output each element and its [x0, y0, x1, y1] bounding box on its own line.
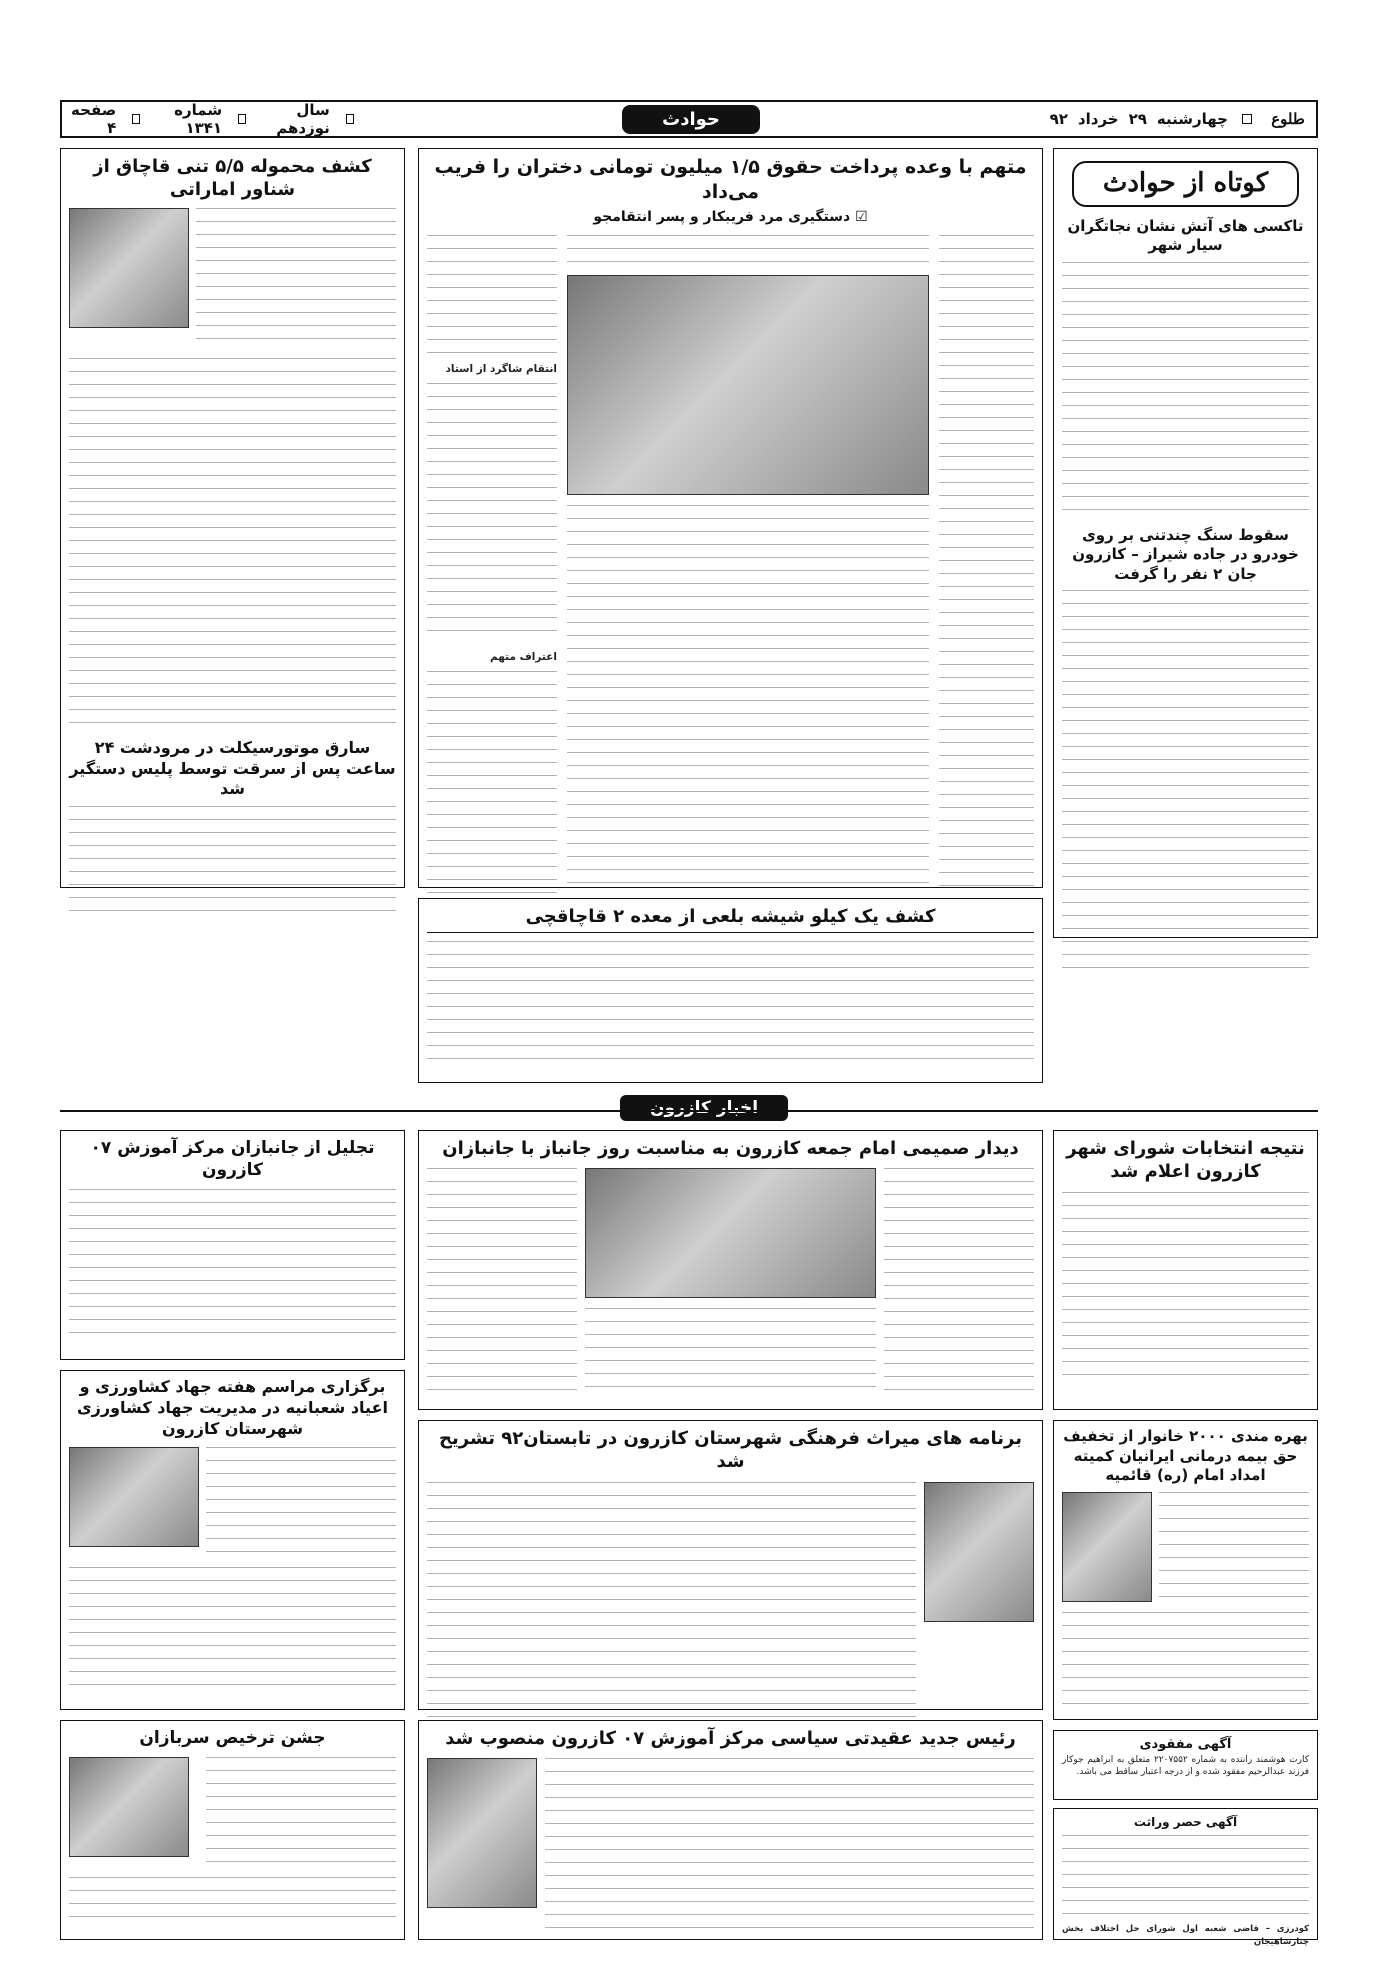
bullet-square-icon — [132, 114, 140, 124]
newspaper-logo: طلوع — [1271, 110, 1305, 128]
article-text — [545, 1758, 1034, 1928]
story-headline: کشف محموله ۵/۵ تنی قاچاق از شناور اماراتی — [93, 156, 372, 201]
main-story — [418, 148, 1043, 888]
story-headline: تاکسی های آتش نشان نجاتگران سیار شهر — [1067, 216, 1304, 255]
lost-ad — [1053, 1730, 1318, 1800]
inline-subhead: اعتراف متهم — [490, 650, 557, 663]
event-photo — [69, 1447, 199, 1547]
article-text — [69, 1189, 396, 1339]
article-text — [69, 358, 396, 728]
council-story — [1053, 1130, 1318, 1410]
article-text — [1062, 1612, 1309, 1712]
year: ۹۲ — [1049, 110, 1068, 128]
official-photo — [924, 1482, 1034, 1622]
story-headline: رئیس جدید عقیدتی سیاسی مرکز آموزش ۰۷ کازرون منصوب شد — [445, 1728, 1016, 1749]
official-photo — [1062, 1492, 1152, 1602]
article-text — [69, 806, 396, 916]
left-story — [60, 148, 405, 888]
article-text — [567, 235, 929, 269]
masthead — [60, 100, 1318, 138]
article-text — [427, 671, 557, 894]
article-text — [1159, 1492, 1309, 1602]
issue-date — [1020, 102, 1260, 136]
inheritance-notice — [1053, 1808, 1318, 1947]
story-headline: نتیجه انتخابات شورای شهر کازرون اعلام شد — [1066, 1138, 1305, 1183]
story-headline: برنامه های میراث فرهنگی شهرستان کازرون در تابستان۹۲ تشریح شد — [439, 1428, 1022, 1473]
article-text — [1062, 590, 1309, 970]
story-headline: سقوط سنگ چندتنی بر روی خودرو در جاده شیراز – کازرون جان ۲ نفر را گرفت — [1072, 525, 1299, 583]
main-headline: متهم با وعده پرداخت حقوق ۱/۵ میلیون تومانی دختران را فریب می‌داد — [434, 156, 1027, 203]
issue-number: شماره ۱۳۴۱ — [174, 101, 223, 137]
inline-subhead: انتقام شاگرد از استاد — [445, 362, 557, 375]
briefs-box — [1053, 148, 1318, 938]
month: خرداد — [1077, 110, 1119, 128]
story-headline: جشن ترخیص سربازان — [139, 1728, 326, 1748]
meeting-photo — [585, 1168, 876, 1298]
ideology-story — [418, 1720, 1043, 1940]
discharge-story — [60, 1720, 405, 1940]
official-photo — [69, 208, 189, 328]
story-headline: دیدار صمیمی امام جمعه کازرون به مناسبت روز جانباز با جانبازان — [442, 1138, 1019, 1159]
section-label-kazerun: اخبار کازرون — [620, 1095, 788, 1121]
article-text — [69, 1877, 396, 1927]
notice-text — [1062, 1835, 1309, 1923]
cleric-photo — [427, 1758, 537, 1908]
weekday: چهارشنبه — [1156, 110, 1228, 128]
imam-story — [418, 1130, 1043, 1410]
article-text — [427, 941, 1034, 1071]
bullet-square-icon — [238, 114, 246, 124]
article-text — [1062, 1192, 1309, 1382]
ad-title: آگهی مفقودی — [1139, 1737, 1232, 1752]
heritage-story — [418, 1420, 1043, 1710]
article-text — [585, 1308, 876, 1398]
notice-title: آگهی حصر وراثت — [1133, 1815, 1238, 1829]
main-subheadline: ☑ دستگیری مرد فریبکار و پسر انتقامجو — [593, 209, 868, 226]
story-headline: کشف یک کیلو شیشه بلعی از معده ۲ قاچاقچی — [427, 905, 1034, 933]
volume: سال نوزدهم — [276, 101, 330, 137]
article-text — [69, 1567, 396, 1697]
issue-info — [62, 102, 362, 136]
story-headline: بهره مندی ۲۰۰۰ خانوار از تخفیف حق بیمه درمانی ایرانیان کمیته امداد امام (ره) قائمیه — [1063, 1427, 1308, 1484]
text-column — [939, 235, 1034, 895]
bullet-square-icon — [1242, 114, 1252, 124]
bullet-square-icon — [346, 114, 354, 124]
page-number: صفحه ۴ — [71, 101, 117, 137]
article-text — [427, 1482, 916, 1717]
day: ۲۹ — [1128, 110, 1147, 128]
smuggling-story — [418, 898, 1043, 1083]
article-text — [427, 383, 557, 643]
article-text — [427, 1168, 577, 1398]
ad-text: کارت هوشمند راننده به شماره ۲۲۰۷۵۵۲ متعلق به ابراهیم جوکار فرزند عبدالرحیم مفقود شده و از درجه اعتبار ساقط می باشد. — [1062, 1754, 1309, 1778]
article-text — [884, 1168, 1034, 1398]
section-divider — [60, 1110, 1318, 1112]
article-text — [196, 208, 396, 348]
article-text — [567, 505, 929, 895]
section-name: حوادث — [362, 102, 1020, 136]
newspaper-page — [60, 100, 1318, 1947]
briefs-title: کوتاه از حوادث — [1072, 161, 1299, 207]
veterans-story — [60, 1130, 405, 1360]
article-text — [427, 235, 557, 355]
article-text — [1062, 262, 1309, 512]
checkbox-icon: ☑ — [855, 209, 868, 226]
agriculture-story — [60, 1370, 405, 1710]
insurance-story — [1053, 1420, 1318, 1720]
notice-footer: کودرزی – قاضی شعبه اول شورای حل اختلاف بخش چنارشاهیجان — [1062, 1923, 1309, 1947]
story-headline: برگزاری مراسم هفته جهاد کشاورزی و اعیاد شعبانیه در مدیریت جهاد کشاورزی شهرستان کازرون — [77, 1377, 388, 1438]
article-text — [206, 1757, 396, 1867]
story-headline: سارق موتورسیکلت در مرودشت ۲۴ ساعت پس از سرقت توسط پلیس دستگیر شد — [69, 737, 396, 799]
story-headline: تجلیل از جانبازان مرکز آموزش ۰۷ کازرون — [90, 1138, 375, 1181]
article-photo — [567, 275, 929, 495]
ceremony-photo — [69, 1757, 189, 1857]
article-text — [206, 1447, 396, 1557]
